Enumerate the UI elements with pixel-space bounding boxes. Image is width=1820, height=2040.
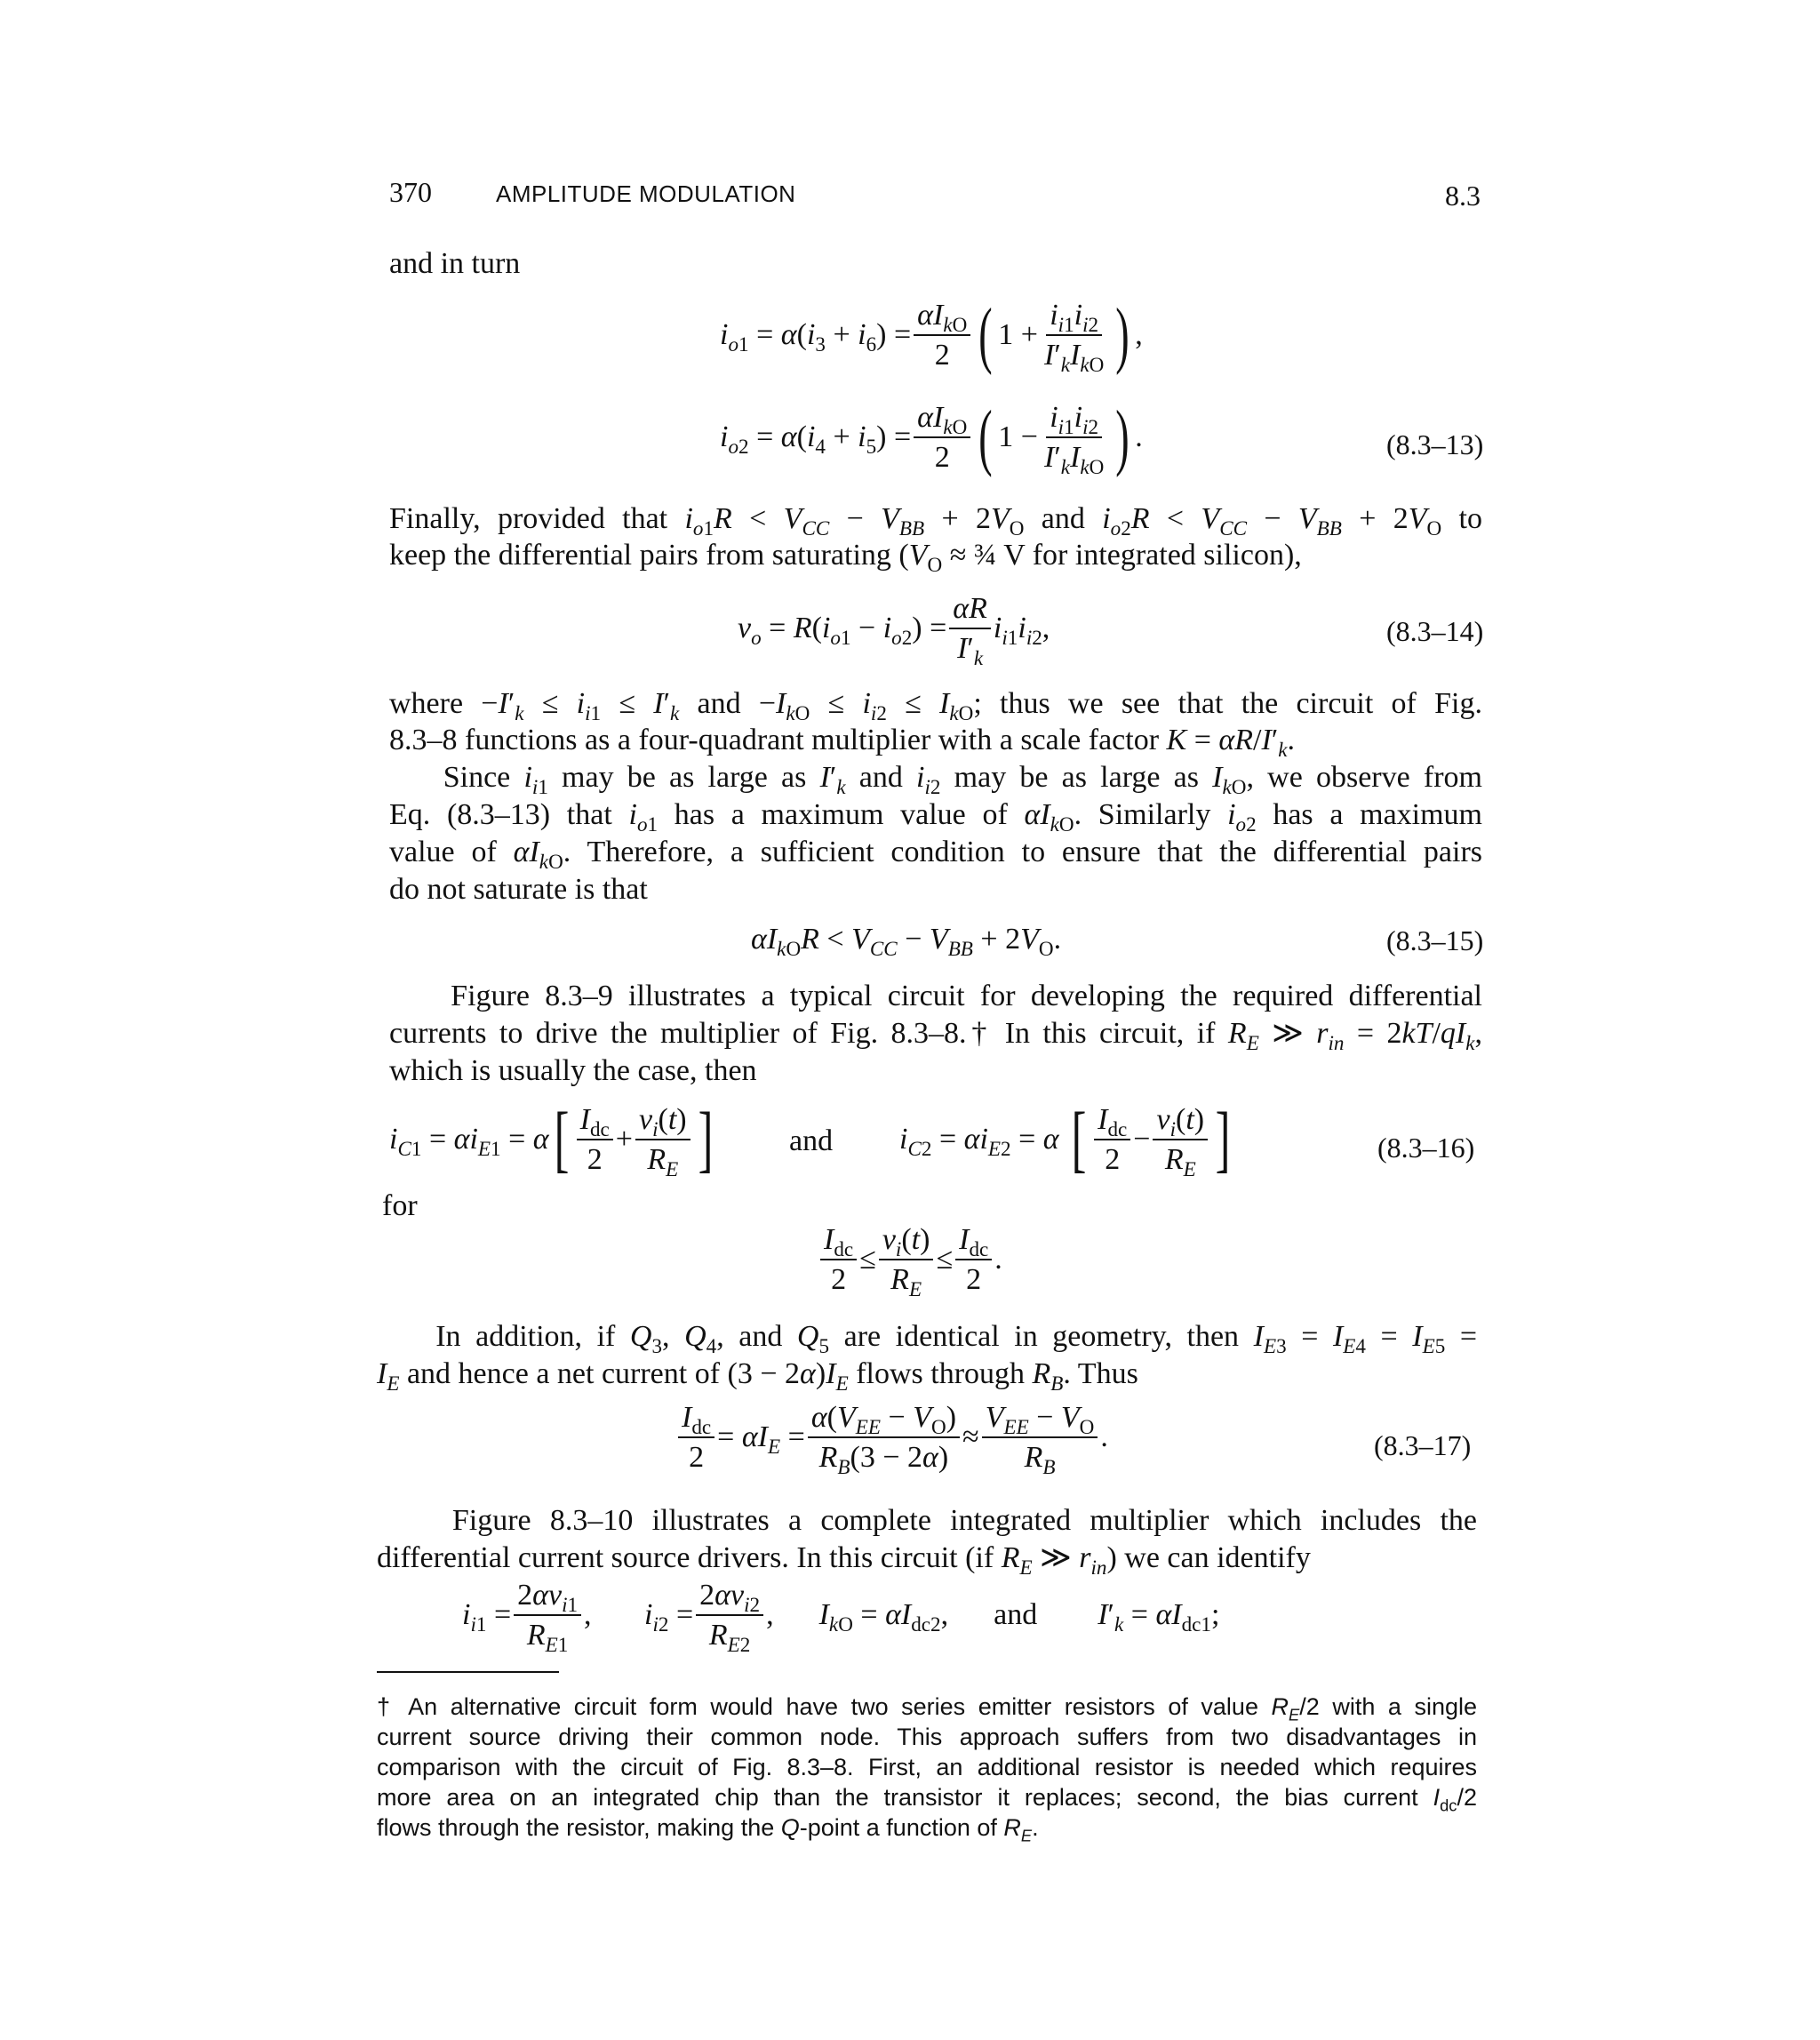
equation-ic2: $i_{C2} = \alpha i_{E2} = \alpha$ [ $\frac{I_{dc}}{2}$ − $\frac{v_i(t)}{R_E}$ ] <box>899 1098 1231 1181</box>
section-number: 8.3 <box>1445 180 1481 212</box>
equation-saturation-condition: $\alpha I_{kO}R < V_{CC} - V_{BB} + 2V_O$. <box>751 923 1062 961</box>
footnote-divider <box>377 1671 559 1673</box>
paragraph-figure-8310: Figure 8.3–10 illustrates a complete integrated multiplier which includes the differential current source drivers. In this circuit (if $R_E$ ≫ $r_{in}$) we can identify <box>377 1504 1477 1580</box>
equation-idc: $\frac{I_{dc}}{2}$ = $\alpha I_E$ = $\frac{\alpha(V_{EE} - V_O)}{R_B(3 - 2\alpha)}$ ≈ $\frac{V_{EE} - V_O}{R_B}$ . <box>675 1400 1108 1475</box>
paragraph-and-in-turn: and in turn <box>389 247 521 280</box>
page-number: 370 <box>389 176 432 208</box>
and-word: and <box>789 1124 834 1157</box>
equation-number-17: (8.3–17) <box>1374 1429 1472 1461</box>
paragraph-in-addition: In addition, if $Q_3$, $Q_4$, and $Q_5$ are identical in geometry, then $I_{E3} = I_{E4} = I_{E5}$ = $I_E$ and hence a net current of $(3 - 2\alpha)I_E$ flows through $R_B$. Thus <box>377 1320 1477 1396</box>
paragraph-since: Since $i_{i1}$ may be as large as $I'_k$ and $i_{i2}$ may be as large as $I_{kO}$, we observe from Eq. (8.3–13) that $i_{o1}$ has a maximum value of $\alpha I_{kO}$. Similarly $i_{o2}$ has a maximum value of $\alpha I_{kO}$. Therefore, a sufficient condition to ensure that the differential pairs do not saturate is that <box>389 761 1483 906</box>
paragraph-finally-line2: keep the differential pairs from saturating ($V_O$ ≈ ¾ V for integrated silicon), <box>389 539 1302 577</box>
equation-identify: $i_{i1}$ = $\frac{2\alpha v_{i1}}{R_{E1}}$ , $i_{i2}$ = $\frac{2\alpha v_{i2}}{R_{E2}}$ , $I_{kO} = \alpha I_{dc2}$, and $I'_k = \alpha I_{dc1}$; <box>462 1579 1220 1657</box>
footnote: † An alternative circuit form would have two series emitter resistors of value $R_E/2$ with a single current source driving their common node. This approach suffers from two disadvantages in comparison with the circuit of Fig. 8.3–8. First, an additional resistor is needed which requires more area on an integrated chip than the transistor it replaces; second, the bias current $I_{dc}/2$ flows through the resistor, making the Q-point a function of $R_E$. <box>377 1693 1477 1845</box>
paragraph-where-line1: where $-I'_k \le i_{i1} \le I'_k$ and $-I_{kO} \le i_{i2} \le I_{kO}$; thus we see that the circuit of Fig. <box>389 687 1482 725</box>
equation-number-15: (8.3–15) <box>1386 924 1484 956</box>
equation-io2: $i_{o2} = \alpha(i_4 + i_5)$ = $\frac{\alpha I_{kO}}{2}$ ( 1 − $\frac{i_{i1}i_{i2}}{I'_kI_{kO}}$ ) . <box>720 396 1143 479</box>
running-title: AMPLITUDE MODULATION <box>496 180 796 207</box>
equation-number-14: (8.3–14) <box>1386 615 1484 647</box>
paragraph-finally-line1: Finally, provided that $i_{o1}R < V_{CC} - V_{BB} + 2V_O$ and $i_{o2}R < V_{CC} - V_{BB} + 2V_O$ to <box>389 502 1482 540</box>
paragraph-where-line2: 8.3–8 functions as a four-quadrant multiplier with a scale factor $K = \alpha R/I'_k$. <box>389 724 1296 762</box>
equation-input-range: $\frac{I_{dc}}{2}$ ≤ $\frac{v_i(t)}{R_E}$ ≤ $\frac{I_{dc}}{2}$ . <box>818 1222 1002 1297</box>
paragraph-figure-839: Figure 8.3–9 illustrates a typical circuit for developing the required differential currents to drive the multiplier of Fig. 8.3–8.† In this circuit, if $R_E$ ≫ $r_{in} = 2kT/qI_k$, which is usually the case, then <box>389 980 1482 1087</box>
equation-number-16: (8.3–16) <box>1377 1132 1475 1164</box>
equation-ic1: $i_{C1} = \alpha i_{E1} = \alpha$ [ $\frac{I_{dc}}{2}$ + $\frac{v_i(t)}{R_E}$ ] <box>389 1098 713 1181</box>
equation-vo: $v_o = R(i_{o1} - i_{o2})$ = $\frac{\alpha R}{I'_k}$ $i_{i1}i_{i2}$, <box>738 592 1050 670</box>
for-word: for <box>382 1189 418 1222</box>
equation-number-13: (8.3–13) <box>1386 428 1484 460</box>
equation-io1: $i_{o1} = \alpha(i_3 + i_6)$ = $\frac{\alpha I_{kO}}{2}$ ( 1 + $\frac{i_{i1}i_{i2}}{I'_kI_{kO}}$ ) , <box>720 293 1143 377</box>
